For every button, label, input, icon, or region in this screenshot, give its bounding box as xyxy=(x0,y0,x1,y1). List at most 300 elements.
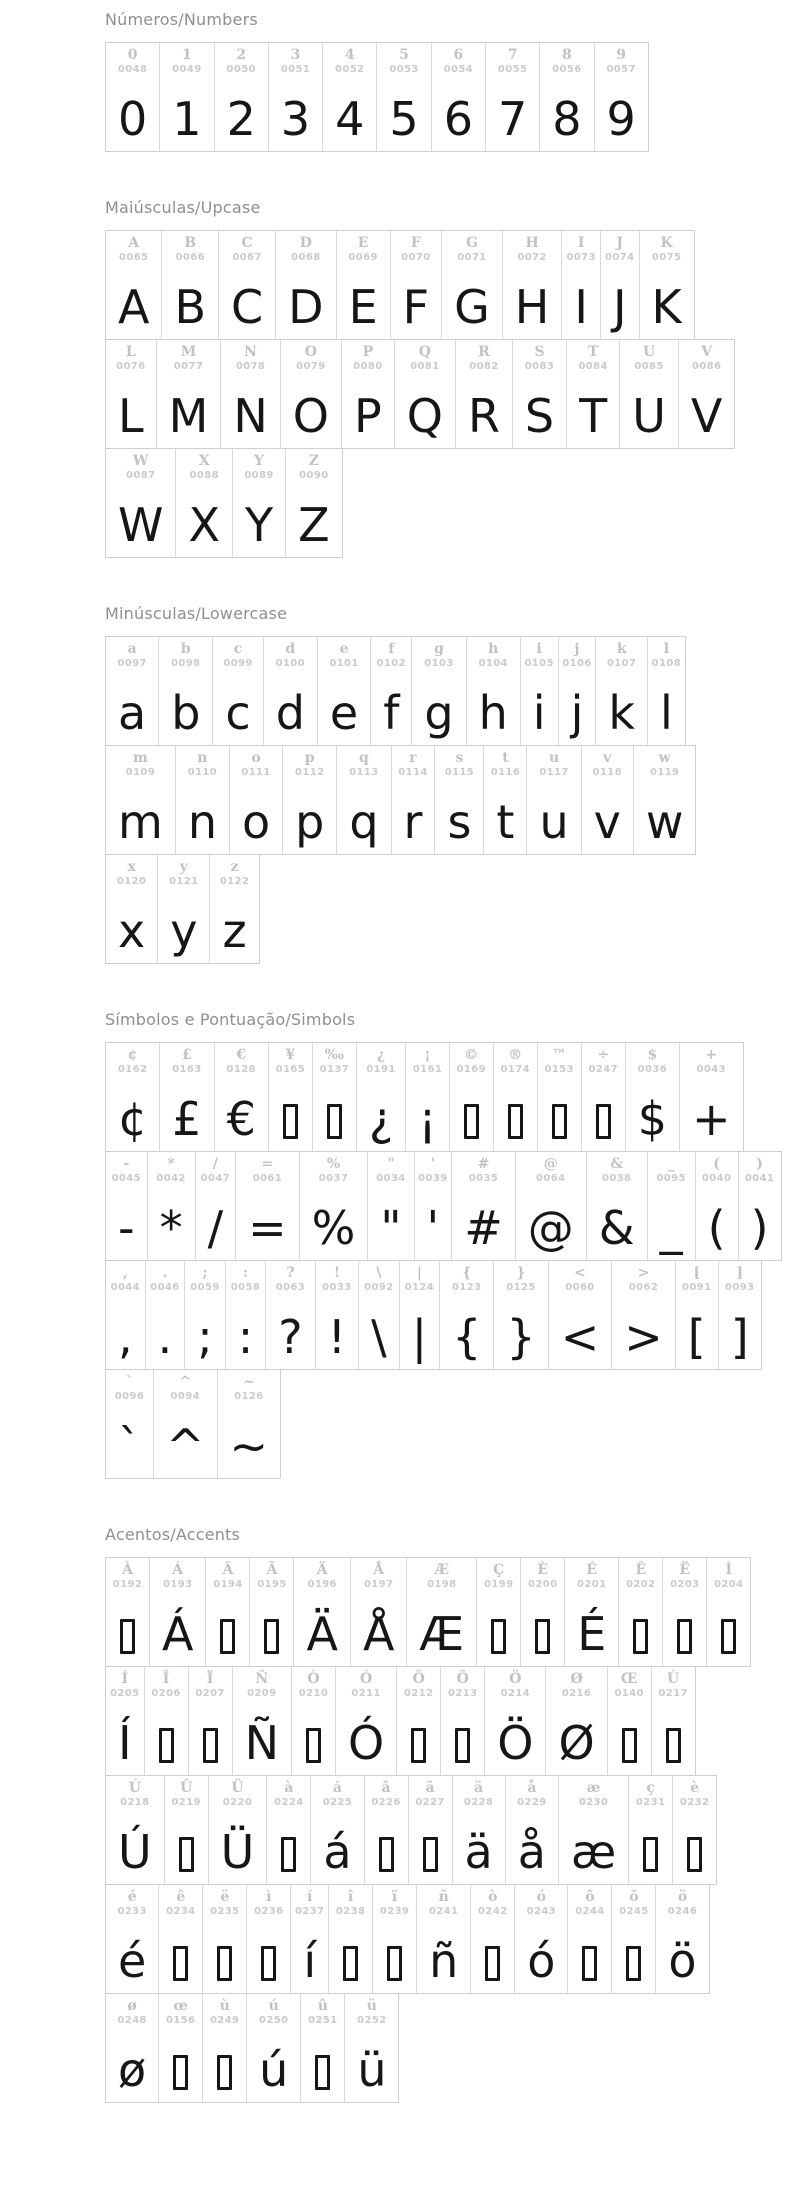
cell-code-label: 0062 xyxy=(628,1282,659,1293)
cell-header xyxy=(417,1885,470,1918)
cell-char-label: $ xyxy=(647,1047,658,1063)
glyph-cell xyxy=(106,855,158,963)
cell-header xyxy=(283,746,336,779)
cell-glyph: ¡ xyxy=(418,1092,437,1147)
cell-glyph xyxy=(329,1918,372,1993)
cell-code-label: 0128 xyxy=(226,1064,256,1075)
cell-char-label: ¥ xyxy=(285,1047,296,1063)
cell-glyph: z xyxy=(222,904,247,959)
cell-code-label: 0063 xyxy=(275,1282,306,1293)
cell-glyph xyxy=(477,1591,520,1666)
cell-char-label: ù xyxy=(219,1998,230,2014)
cell-char-label: \ xyxy=(376,1265,382,1281)
cell-code-label: 0056 xyxy=(552,64,582,75)
cell-code-label: 0078 xyxy=(235,361,266,372)
cell-glyph: e xyxy=(329,686,359,741)
cell-code-label: 0120 xyxy=(116,876,147,887)
cell-char-label: Ø xyxy=(570,1671,583,1687)
glyph-cell xyxy=(696,1152,739,1260)
cell-char-label: x xyxy=(127,859,136,875)
cell-code-label: 0232 xyxy=(679,1797,710,1808)
cell-header xyxy=(106,1043,159,1076)
cell-code-label: 0104 xyxy=(478,658,508,669)
glyph-row xyxy=(105,1884,710,1994)
cell-glyph: m xyxy=(118,795,163,850)
cell-glyph: l xyxy=(659,686,673,741)
cell-glyph xyxy=(165,1809,208,1884)
cell-code-label: 0098 xyxy=(171,658,201,669)
cell-header xyxy=(391,231,441,264)
cell-char-label: Í xyxy=(121,1671,129,1687)
cell-char-label: 8 xyxy=(562,47,572,63)
cell-char-label: ì xyxy=(266,1889,272,1905)
cell-glyph: ¿ xyxy=(368,1092,394,1147)
cell-glyph: 5 xyxy=(389,92,419,147)
glyph-cell xyxy=(292,1667,336,1775)
cell-char-label: Õ xyxy=(456,1671,469,1687)
cell-glyph: w xyxy=(645,795,684,850)
cell-char-label: # xyxy=(477,1156,490,1172)
cell-header xyxy=(527,746,580,779)
glyph-cell xyxy=(337,746,391,854)
cell-code-label: 0237 xyxy=(294,1906,325,1917)
cell-char-label: y xyxy=(179,859,188,875)
missing-glyph-box xyxy=(217,1946,232,1981)
cell-code-label: 0108 xyxy=(651,658,682,669)
cell-code-label: 0234 xyxy=(166,1906,196,1917)
cell-glyph: 4 xyxy=(335,92,365,147)
cell-char-label: Ä xyxy=(316,1562,328,1578)
glyph-cell xyxy=(538,1043,582,1151)
glyph-cell xyxy=(359,1261,400,1369)
glyph-row xyxy=(105,1775,717,1885)
cell-code-label: 0034 xyxy=(376,1173,406,1184)
cell-char-label: o xyxy=(251,750,261,766)
cell-char-label: d xyxy=(285,641,296,657)
cell-char-label: u xyxy=(548,750,560,766)
cell-code-label: 0197 xyxy=(363,1579,394,1590)
cell-header xyxy=(397,1667,440,1700)
cell-header xyxy=(264,637,317,670)
cell-glyph: ^ xyxy=(166,1419,205,1474)
cell-char-label: Œ xyxy=(620,1671,638,1687)
section-symbols xyxy=(105,1010,782,1479)
cell-char-label: Ç xyxy=(493,1562,505,1578)
glyph-cell xyxy=(521,637,559,745)
missing-glyph-box xyxy=(283,1104,298,1139)
missing-glyph-box xyxy=(315,2055,330,2090)
glyph-cell xyxy=(365,1776,409,1884)
cell-code-label: 0066 xyxy=(175,252,205,263)
cell-code-label: 0053 xyxy=(389,64,419,75)
cell-header xyxy=(106,449,175,482)
cell-char-label: ^ xyxy=(179,1374,192,1390)
glyph-cell xyxy=(516,1152,587,1260)
cell-code-label: 0156 xyxy=(165,2015,196,2026)
cell-header xyxy=(559,1776,628,1809)
glyph-cell xyxy=(612,1885,656,1993)
cell-glyph: H xyxy=(514,280,550,335)
cell-glyph xyxy=(206,1591,249,1666)
cell-char-label: ï xyxy=(391,1889,398,1905)
cell-code-label: 0079 xyxy=(296,361,326,372)
cell-header xyxy=(106,1261,145,1294)
cell-glyph: \ xyxy=(371,1310,387,1365)
cell-code-label: 0210 xyxy=(298,1688,329,1699)
cell-code-label: 0041 xyxy=(744,1173,775,1184)
cell-char-label: - xyxy=(123,1156,130,1172)
cell-code-label: 0199 xyxy=(484,1579,514,1590)
cell-glyph: h xyxy=(478,686,508,741)
glyph-cell xyxy=(440,1261,494,1369)
missing-glyph-box xyxy=(721,1619,736,1654)
cell-header xyxy=(203,1994,246,2027)
cell-char-label: Ë xyxy=(679,1562,691,1578)
cell-glyph: q xyxy=(349,795,379,850)
cell-char-label: / xyxy=(212,1156,218,1172)
cell-code-label: 0089 xyxy=(244,470,274,481)
glyph-cell xyxy=(450,1043,494,1151)
glyph-cell xyxy=(582,746,634,854)
missing-glyph-box xyxy=(622,1728,637,1763)
cell-code-label: 0169 xyxy=(456,1064,486,1075)
glyph-cell xyxy=(640,231,694,339)
glyph-row xyxy=(105,1993,399,2103)
cell-char-label: S xyxy=(534,344,545,360)
missing-glyph-box xyxy=(387,1946,402,1981)
cell-glyph xyxy=(494,1076,537,1151)
glyph-cell xyxy=(395,340,456,448)
cell-glyph: p xyxy=(295,795,325,850)
cell-glyph: % xyxy=(311,1201,356,1256)
cell-char-label: l xyxy=(663,641,670,657)
cell-code-label: 0239 xyxy=(379,1906,410,1917)
glyph-cell xyxy=(221,340,280,448)
cell-glyph: 6 xyxy=(443,92,473,147)
cell-char-label: a xyxy=(127,641,137,657)
cell-header xyxy=(442,231,502,264)
cell-code-label: 0214 xyxy=(500,1688,531,1699)
cell-code-label: 0233 xyxy=(117,1906,147,1917)
glyph-cell xyxy=(313,1043,357,1151)
cell-char-label: & xyxy=(610,1156,623,1172)
cell-glyph xyxy=(619,1591,662,1666)
glyph-cell xyxy=(546,1667,607,1775)
glyph-cell xyxy=(406,1043,449,1151)
cell-char-label: è xyxy=(690,1780,700,1796)
cell-glyph: P xyxy=(353,389,382,444)
glyph-cell xyxy=(162,231,219,339)
cell-header xyxy=(477,1558,520,1591)
cell-header xyxy=(159,1885,202,1918)
section-title: Minúsculas/Lowercase xyxy=(105,604,288,623)
cell-glyph: Ü xyxy=(220,1825,255,1880)
cell-char-label: % xyxy=(326,1156,341,1172)
cell-header xyxy=(453,1776,505,1809)
cell-code-label: 0035 xyxy=(468,1173,499,1184)
glyph-cell xyxy=(281,340,342,448)
missing-glyph-box xyxy=(535,1619,550,1654)
cell-code-label: 0119 xyxy=(649,767,680,778)
cell-char-label: | xyxy=(416,1265,422,1281)
cell-code-label: 0217 xyxy=(658,1688,688,1699)
cell-glyph: { xyxy=(452,1310,482,1365)
missing-glyph-box xyxy=(485,1946,500,1981)
cell-header xyxy=(150,1558,205,1591)
cell-glyph: Á xyxy=(162,1607,194,1662)
missing-glyph-box xyxy=(306,1728,321,1763)
cell-header xyxy=(582,746,633,779)
cell-code-label: 0043 xyxy=(696,1064,726,1075)
glyph-cell xyxy=(236,1152,300,1260)
cell-glyph: 1 xyxy=(172,92,202,147)
cell-glyph: _ xyxy=(659,1201,683,1256)
cell-code-label: 0192 xyxy=(112,1579,143,1590)
cell-char-label: + xyxy=(705,1047,718,1063)
cell-header xyxy=(612,1885,655,1918)
cell-char-label: ã xyxy=(425,1780,435,1796)
cell-code-label: 0105 xyxy=(524,658,554,669)
cell-header xyxy=(106,1558,149,1591)
cell-glyph: C xyxy=(231,280,264,335)
cell-char-label: 6 xyxy=(453,47,464,63)
cell-header xyxy=(236,1152,299,1185)
cell-glyph: é xyxy=(118,1934,147,1989)
cell-code-label: 0244 xyxy=(575,1906,605,1917)
cell-glyph xyxy=(267,1809,310,1884)
glyph-cell xyxy=(106,1667,145,1775)
glyph-cell xyxy=(160,1043,214,1151)
cell-header xyxy=(226,1261,266,1294)
cell-code-label: 0103 xyxy=(424,658,454,669)
cell-glyph: Ä xyxy=(306,1607,338,1662)
cell-header xyxy=(456,340,512,373)
cell-char-label: m xyxy=(132,750,148,766)
glyph-cell xyxy=(608,1667,652,1775)
glyph-row xyxy=(105,1042,744,1152)
glyph-cell xyxy=(453,1776,506,1884)
cell-header xyxy=(106,855,157,888)
cell-header xyxy=(515,1885,567,1918)
cell-glyph: + xyxy=(692,1092,731,1147)
glyph-cell xyxy=(612,1261,676,1369)
cell-code-label: 0174 xyxy=(500,1064,530,1075)
cell-glyph: $ xyxy=(637,1092,667,1147)
cell-char-label: æ xyxy=(586,1780,601,1796)
cell-code-label: 0225 xyxy=(322,1797,353,1808)
glyph-cell xyxy=(215,1043,269,1151)
cell-header xyxy=(494,1261,547,1294)
cell-code-label: 0216 xyxy=(561,1688,592,1699)
cell-header xyxy=(329,1885,372,1918)
cell-glyph: O xyxy=(292,389,329,444)
cell-header xyxy=(162,231,218,264)
glyph-cell xyxy=(371,637,412,745)
cell-header xyxy=(323,43,376,76)
glyph-cell xyxy=(527,746,581,854)
cell-glyph xyxy=(145,1700,188,1775)
cell-header xyxy=(276,231,335,264)
cell-header xyxy=(568,1885,611,1918)
cell-char-label: . xyxy=(162,1265,168,1281)
cell-header xyxy=(146,1261,185,1294)
cell-char-label: " xyxy=(387,1156,395,1172)
cell-code-label: 0040 xyxy=(701,1173,732,1184)
cell-glyph: n xyxy=(187,795,217,850)
glyph-cell xyxy=(673,1776,716,1884)
cell-glyph: ] xyxy=(730,1310,749,1365)
cell-char-label: ó xyxy=(536,1889,546,1905)
cell-code-label: 0039 xyxy=(418,1173,448,1184)
cell-char-label: R xyxy=(478,344,490,360)
cell-header xyxy=(269,43,322,76)
cell-glyph: i xyxy=(532,686,546,741)
cell-header xyxy=(106,1994,158,2027)
cell-char-label: Ô xyxy=(412,1671,425,1687)
cell-char-label: Å xyxy=(373,1562,385,1578)
cell-glyph: ú xyxy=(259,2043,289,2098)
missing-glyph-box xyxy=(120,1619,135,1654)
cell-char-label: Ú xyxy=(128,1780,141,1796)
glyph-cell xyxy=(345,1994,398,2102)
cell-glyph: > xyxy=(624,1310,663,1365)
cell-char-label: ‰ xyxy=(324,1047,345,1063)
glyph-cell xyxy=(559,1776,629,1884)
cell-glyph xyxy=(373,1918,416,1993)
cell-code-label: 0076 xyxy=(116,361,146,372)
cell-code-label: 0037 xyxy=(318,1173,349,1184)
cell-code-label: 0101 xyxy=(329,658,359,669)
cell-code-label: 0124 xyxy=(404,1282,435,1293)
cell-glyph xyxy=(269,1076,312,1151)
cell-char-label: k xyxy=(616,641,627,657)
cell-glyph: a xyxy=(118,686,147,741)
cell-header xyxy=(407,1558,476,1591)
cell-header xyxy=(158,855,209,888)
cell-char-label: q xyxy=(359,750,369,766)
cell-header xyxy=(432,43,485,76)
cell-char-label: = xyxy=(261,1156,274,1172)
cell-code-label: 0067 xyxy=(232,252,262,263)
cell-glyph: Ø xyxy=(558,1716,595,1771)
cell-glyph xyxy=(652,1700,695,1775)
missing-glyph-box xyxy=(423,1837,438,1872)
cell-header xyxy=(342,340,394,373)
glyph-cell xyxy=(185,1261,226,1369)
cell-char-label: M xyxy=(180,344,197,360)
cell-glyph: 9 xyxy=(606,92,636,147)
section-title: Símbolos e Pontuação/Simbols xyxy=(105,1010,356,1029)
cell-header xyxy=(345,1994,398,2027)
cell-char-label: > xyxy=(637,1265,650,1281)
cell-glyph: ; xyxy=(197,1310,213,1365)
missing-glyph-box xyxy=(455,1728,470,1763)
cell-char-label: V xyxy=(701,344,713,360)
cell-header xyxy=(176,449,232,482)
cell-header xyxy=(640,231,694,264)
cell-code-label: 0137 xyxy=(319,1064,350,1075)
cell-char-label: f xyxy=(388,641,395,657)
cell-header xyxy=(663,1558,706,1591)
cell-code-label: 0231 xyxy=(635,1797,666,1808)
glyph-cell xyxy=(415,1152,453,1260)
cell-char-label: 0 xyxy=(127,47,138,63)
cell-code-label: 0097 xyxy=(117,658,147,669)
cell-code-label: 0235 xyxy=(210,1906,240,1917)
glyph-table xyxy=(105,1557,751,2103)
cell-code-label: 0246 xyxy=(667,1906,698,1917)
cell-code-label: 0248 xyxy=(117,2015,147,2026)
cell-glyph: / xyxy=(207,1201,224,1256)
cell-header xyxy=(467,637,520,670)
glyph-cell xyxy=(150,1558,206,1666)
cell-glyph: ñ xyxy=(429,1934,459,1989)
cell-glyph xyxy=(301,2027,344,2102)
cell-code-label: 0093 xyxy=(724,1282,755,1293)
cell-char-label: g xyxy=(434,641,444,657)
cell-header xyxy=(337,231,390,264)
cell-header xyxy=(612,1261,675,1294)
cell-glyph: ó xyxy=(527,1934,556,1989)
cell-glyph: ø xyxy=(118,2043,147,2098)
cell-glyph: = xyxy=(248,1201,287,1256)
glyph-cell xyxy=(269,43,323,151)
missing-glyph-box xyxy=(491,1619,506,1654)
cell-char-label: , xyxy=(122,1265,128,1281)
glyph-cell xyxy=(368,1152,414,1260)
missing-glyph-box xyxy=(179,1837,194,1872)
cell-code-label: 0245 xyxy=(619,1906,649,1917)
cell-header xyxy=(392,746,435,779)
cell-char-label: Q xyxy=(418,344,431,360)
glyph-cell xyxy=(165,1776,209,1884)
cell-char-label: ë xyxy=(220,1889,230,1905)
cell-code-label: 0236 xyxy=(254,1906,284,1917)
cell-header xyxy=(337,746,390,779)
glyph-cell xyxy=(159,637,213,745)
glyph-row xyxy=(105,42,649,152)
cell-code-label: 0064 xyxy=(536,1173,566,1184)
cell-glyph: * xyxy=(159,1201,183,1256)
cell-header xyxy=(145,1667,188,1700)
cell-code-label: 0070 xyxy=(401,252,431,263)
cell-glyph: £ xyxy=(172,1092,202,1147)
cell-glyph xyxy=(159,2027,202,2102)
cell-char-label: n xyxy=(197,750,208,766)
cell-code-label: 0228 xyxy=(463,1797,494,1808)
glyph-row xyxy=(105,1557,751,1667)
glyph-cell xyxy=(154,1370,218,1478)
cell-code-label: 0077 xyxy=(173,361,204,372)
cell-char-label: â xyxy=(381,1780,391,1796)
cell-code-label: 0126 xyxy=(234,1391,264,1402)
cell-header xyxy=(582,1043,625,1076)
cell-char-label: ê xyxy=(176,1889,186,1905)
cell-code-label: 0238 xyxy=(335,1906,366,1917)
cell-glyph: , xyxy=(118,1310,133,1365)
cell-header xyxy=(719,1261,761,1294)
cell-char-label: ø xyxy=(127,1998,137,2014)
cell-header xyxy=(215,1043,268,1076)
cell-char-label: Ö xyxy=(509,1671,522,1687)
cell-char-label: X xyxy=(198,453,210,469)
cell-char-label: ; xyxy=(202,1265,208,1281)
glyph-cell xyxy=(176,746,230,854)
missing-glyph-box xyxy=(261,1946,276,1981)
cell-char-label: ] xyxy=(736,1265,744,1281)
cell-header xyxy=(106,1776,164,1809)
glyph-cell xyxy=(442,231,503,339)
